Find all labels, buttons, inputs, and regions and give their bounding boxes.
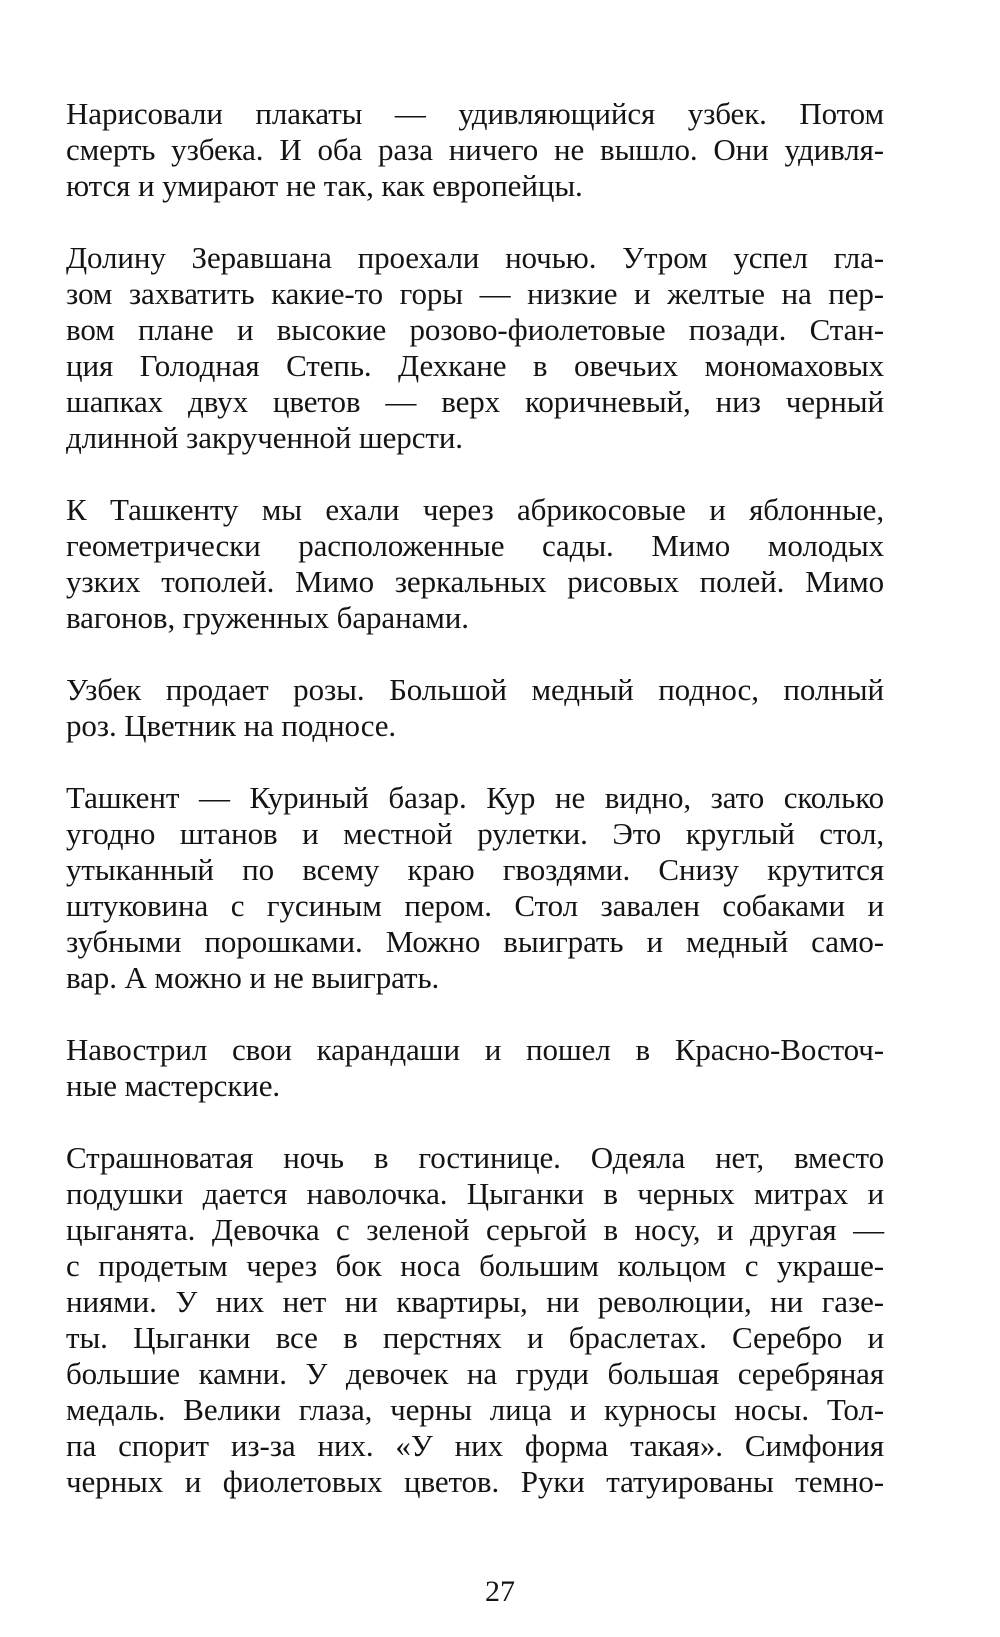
text-line: Долину Зеравшана проехали ночью. Утром успел гла- [66, 240, 884, 275]
text-line: штуковина с гусиным пером. Стол завален собаками и [66, 888, 884, 923]
text-line: Нарисовали плакаты — удивляющийся узбек. Потом [66, 96, 884, 131]
text-line: узких тополей. Мимо зеркальных рисовых полей. Мимо [66, 564, 884, 599]
paragraph [66, 96, 884, 204]
text-line: зубными порошками. Можно выиграть и медный само- [66, 924, 884, 959]
paragraph [66, 492, 884, 636]
text-line: роз. Цветник на подносе. [66, 708, 397, 743]
text-line: длинной закрученной шерсти. [66, 420, 463, 455]
text-line: ниями. У них нет ни квартиры, ни революции, ни газе- [66, 1284, 884, 1319]
paragraph [66, 240, 884, 456]
text-line: медаль. Велики глаза, черны лица и курносы носы. Тол- [66, 1392, 884, 1427]
page-number: 27 [485, 1575, 515, 1608]
text-line: смерть узбека. И оба раза ничего не вышло. Они удивля- [66, 132, 884, 167]
text-line: Ташкент — Куриный базар. Кур не видно, зато сколько [66, 780, 884, 815]
text-line: с продетым через бок носа большим кольцом с украше- [66, 1248, 884, 1283]
paragraph [66, 1140, 884, 1500]
text-line: ные мастерские. [66, 1068, 281, 1103]
text-line: К Ташкенту мы ехали через абрикосовые и яблонные, [66, 492, 884, 527]
text-line: вар. А можно и не выиграть. [66, 960, 440, 995]
text-line: шапках двух цветов — верх коричневый, низ черный [66, 384, 884, 419]
text-line: зом захватить какие-то горы — низкие и желтые на пер- [66, 276, 884, 311]
text-line: геометрически расположенные сады. Мимо молодых [66, 528, 884, 563]
text-line: вом плане и высокие розово-фиолетовые позади. Стан- [66, 312, 884, 347]
text-line: Страшноватая ночь в гостинице. Одеяла нет, вместо [66, 1140, 884, 1175]
text-line: ция Голодная Степь. Дехкане в овечьих мономаховых [66, 348, 884, 383]
body-text [66, 96, 884, 1536]
text-line: ты. Цыганки все в перстнях и браслетах. Серебро и [66, 1320, 884, 1355]
text-line: цыганята. Девочка с зеленой серьгой в носу, и другая — [66, 1212, 884, 1247]
text-line: угодно штанов и местной рулетки. Это круглый стол, [66, 816, 884, 851]
text-line: черных и фиолетовых цветов. Руки татуированы темно- [66, 1464, 884, 1499]
text-line: Узбек продает розы. Большой медный поднос, полный [66, 672, 884, 707]
paragraph [66, 1032, 884, 1104]
text-line: большие камни. У девочек на груди большая серебряная [66, 1356, 884, 1391]
paragraph [66, 780, 884, 996]
text-line: утыканный по всему краю гвоздями. Снизу крутится [66, 852, 884, 887]
text-line: вагонов, груженных баранами. [66, 600, 469, 635]
text-line: Навострил свои карандаши и пошел в Красно-Восточ- [66, 1032, 884, 1067]
text-line: подушки дается наволочка. Цыганки в черных митрах и [66, 1176, 884, 1211]
paragraph [66, 672, 884, 744]
text-line: па спорит из-за них. «У них форма такая». Симфония [66, 1428, 884, 1463]
text-line: ются и умирают не так, как европейцы. [66, 168, 583, 203]
